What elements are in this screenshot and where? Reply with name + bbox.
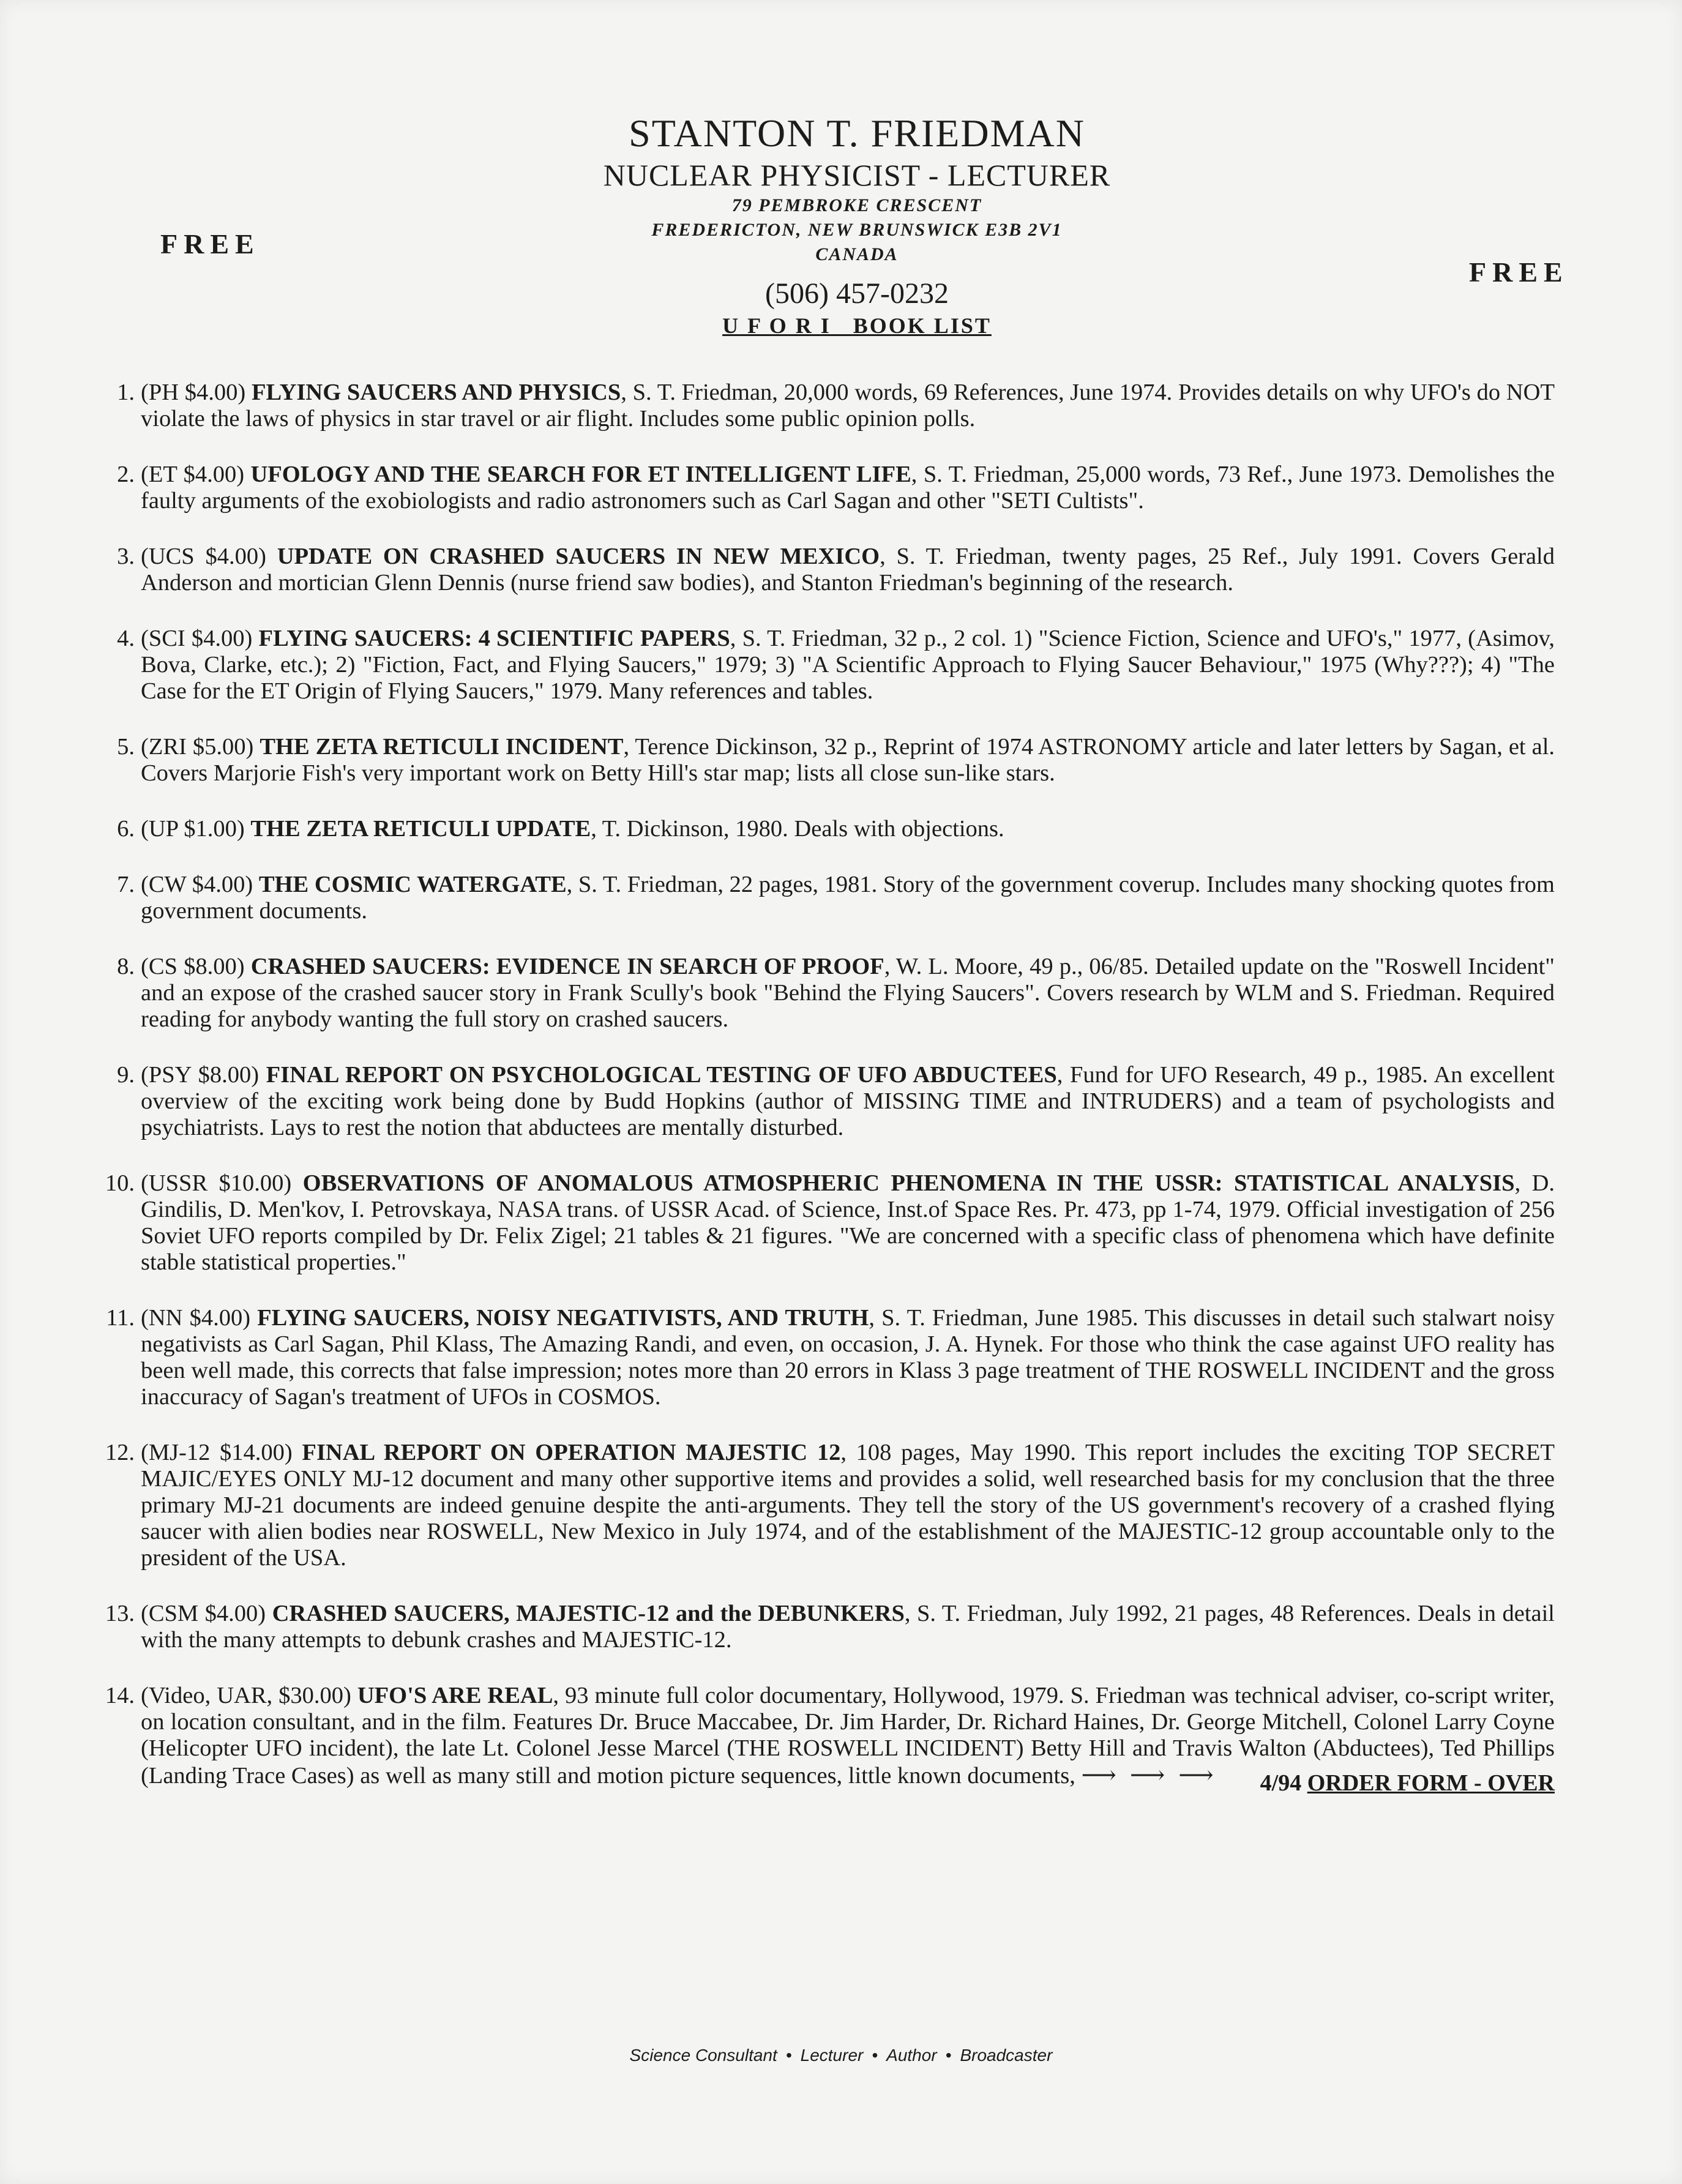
item-price-code: (Video, UAR, $30.00) [141,1683,351,1708]
item-description: , S. T. Friedman, 32 p., 2 col. 1) "Science Fiction, Science and UFO's," 1977, (Asimov, Bova, Clarke, etc.); 2) "Fiction, Fact, and Flying Saucers," 1979; 3) "A Scientific Approach to Flying Saucer Behaviour," 1975 (Why???); 4) "The Case for the ET Origin of Flying Saucers," 1979. Many references and tables. [141,626,1555,704]
list-item [86,734,1555,787]
item-number: 1. [117,380,135,405]
address-line-1: 79 PEMBROKE CRESCENT [731,195,982,215]
free-label-right: FREE [1469,256,1569,288]
item-number: 11. [106,1305,135,1331]
footer-role: Lecturer [800,2046,864,2065]
item-price-code: (UP $1.00) [141,816,245,842]
item-title: FINAL REPORT ON OPERATION MAJESTIC 12 [302,1440,841,1465]
item-price-code: (MJ-12 $14.00) [141,1440,293,1465]
item-description: , W. L. Moore, 49 p., 06/85. Detailed update on the "Roswell Incident" and an expose of the crashed saucer story in Frank Scully's book "Behind the Flying Saucers". Covers research by WLM and S. Friedman. Required reading for anybody wanting the full story on crashed saucers. [141,954,1555,1032]
book-list [86,380,1555,1821]
author-name: STANTON T. FRIEDMAN [629,111,1085,155]
item-title: FLYING SAUCERS AND PHYSICS [251,380,621,405]
arrow-right-icon: ⟶ ⟶ ⟶ [1081,1761,1217,1789]
order-form-note [1260,1770,1555,1797]
item-description: , S. T. Friedman, June 1985. This discusses in detail such stalwart noisy negativists as Carl Sagan, Phil Klass, The Amazing Randi, and even, on occasion, J. A. Hynek. For those who think the case against UFO reality has been well made, this corrects that false impression; notes more than 20 errors in Klass 3 page treatment of THE ROSWELL INCIDENT and the gross inaccuracy of Sagan's treatment of UFOs in COSMOS. [141,1305,1555,1410]
item-price-code: (CS $8.00) [141,954,245,979]
item-number: 9. [117,1062,135,1088]
bullet-separator: • [785,2046,792,2065]
order-form-link: ORDER FORM - OVER [1307,1770,1555,1796]
item-title: UFO'S ARE REAL [357,1683,553,1708]
item-title: THE COSMIC WATERGATE [258,872,567,897]
footer-tagline [0,2046,1682,2065]
item-price-code: (CSM $4.00) [141,1601,266,1626]
item-number: 4. [117,626,135,651]
item-price-code: (PSY $8.00) [141,1062,260,1088]
list-item [86,544,1555,596]
list-item [86,1305,1555,1410]
item-description: , Fund for UFO Research, 49 p., 1985. An excellent overview of the exciting work being done by Budd Hopkins (author of MISSING TIME and INTRUDERS) and a team of psychologists and psychiatrists. Lays to rest the notion that abductees are mentally disturbed. [141,1062,1555,1140]
item-price-code: (ET $4.00) [141,462,245,487]
item-number: 14. [105,1683,135,1708]
letterhead [428,110,1285,339]
item-title: FLYING SAUCERS: 4 SCIENTIFIC PAPERS [258,626,730,651]
list-item [86,626,1555,705]
list-item [86,1062,1555,1141]
footer-role: Broadcaster [960,2046,1053,2065]
item-description: , 108 pages, May 1990. This report includes the exciting TOP SECRET MAJIC/EYES ONLY MJ-12 document and many other supportive items and provides a solid, well researched basis for my conclusion that the three primary MJ-21 documents are indeed genuine despite the anti-arguments. They tell the story of the US government's recovery of a crashed flying saucer with alien bodies near ROSWELL, New Mexico in July 1974, and of the establishment of the MAJESTIC-12 group accountable only to the president of the USA. [141,1440,1555,1571]
item-number: 3. [117,544,135,569]
author-title: NUCLEAR PHYSICIST - LECTURER [603,158,1111,192]
bullet-separator: • [945,2046,952,2065]
list-item [86,872,1555,924]
list-item [86,380,1555,432]
footer-role: Science Consultant [629,2046,777,2065]
issue-date: 4/94 [1260,1770,1302,1796]
item-description: , S. T. Friedman, 25,000 words, 73 Ref., June 1973. Demolishes the faulty arguments of the exobiologists and radio astronomers such as Carl Sagan and other "SETI Cultists". [141,462,1555,514]
item-title: OBSERVATIONS OF ANOMALOUS ATMOSPHERIC PHENOMENA IN THE USSR: STATISTICAL ANALYSIS [302,1170,1515,1196]
item-price-code: (ZRI $5.00) [141,734,254,760]
item-description: , S. T. Friedman, 22 pages, 1981. Story of the government coverup. Includes many shocking quotes from government documents. [141,872,1555,924]
book-list-title: U F O R I BOOK LIST [722,313,992,338]
item-number: 2. [117,462,135,487]
bullet-separator: • [872,2046,878,2065]
item-description: , T. Dickinson, 1980. Deals with objections. [591,816,1004,842]
item-number: 10. [105,1170,135,1196]
item-title: FLYING SAUCERS, NOISY NEGATIVISTS, AND TRUTH [257,1305,869,1331]
item-number: 5. [117,734,135,760]
list-item [86,954,1555,1033]
item-description: , Terence Dickinson, 32 p., Reprint of 1974 ASTRONOMY article and later letters by Sagan, et al. Covers Marjorie Fish's very important work on Betty Hill's star map; lists all close sun-like stars. [141,734,1555,786]
item-title: UFOLOGY AND THE SEARCH FOR ET INTELLIGENT LIFE [250,462,911,487]
item-number: 13. [105,1601,135,1626]
item-price-code: (USSR $10.00) [141,1170,292,1196]
item-description: , S. T. Friedman, twenty pages, 25 Ref., July 1991. Covers Gerald Anderson and mortician Glenn Dennis (nurse friend saw bodies), and Stanton Friedman's beginning of the research. [141,544,1555,596]
item-description: , D. Gindilis, D. Men'kov, I. Petrovskaya, NASA trans. of USSR Acad. of Science, Inst.of Space Res. Pr. 473, pp 1-74, 1979. Official investigation of 256 Soviet UFO reports compiled by Dr. Felix Zigel; 21 tables & 21 figures. "We are concerned with a specific class of phenomena which have definite stable statistical properties." [141,1170,1555,1275]
item-price-code: (CW $4.00) [141,872,253,897]
address-line-2: FREDERICTON, NEW BRUNSWICK E3B 2V1 [651,220,1063,240]
item-description: , 93 minute full color documentary, Hollywood, 1979. S. Friedman was technical adviser, co-script writer, on location consultant, and in the film. Features Dr. Bruce Maccabee, Dr. Jim Harder, Dr. Richard Haines, Dr. George Mitchell, Colonel Larry Coyne (Helicopter UFO incident), the late Lt. Colonel Jesse Marcel (THE ROSWELL INCIDENT) Betty Hill and Travis Walton (Abductees), Ted Phillips (Landing Trace Cases) as well as many still and motion picture sequences, little known documents, [141,1683,1555,1789]
address-line-3: CANADA [815,244,899,264]
footer-role: Author [886,2046,937,2065]
list-item [86,1440,1555,1571]
item-description: , S. T. Friedman, July 1992, 21 pages, 48 References. Deals in detail with the many attempts to debunk crashes and MAJESTIC-12. [141,1601,1555,1653]
item-title: THE ZETA RETICULI UPDATE [250,816,591,842]
item-number: 7. [117,872,135,897]
list-item [86,1683,1555,1796]
item-title: CRASHED SAUCERS, MAJESTIC-12 and the DEBUNKERS [272,1601,905,1626]
item-title: UPDATE ON CRASHED SAUCERS IN NEW MEXICO [277,544,880,569]
item-number: 8. [117,954,135,979]
phone-number: (506) 457-0232 [765,277,949,310]
item-title: THE ZETA RETICULI INCIDENT [260,734,624,760]
item-price-code: (UCS $4.00) [141,544,266,569]
item-title: CRASHED SAUCERS: EVIDENCE IN SEARCH OF PROOF [250,954,884,979]
item-description: , S. T. Friedman, 20,000 words, 69 References, June 1974. Provides details on why UFO's do NOT violate the laws of physics in star travel or air flight. Includes some public opinion polls. [141,380,1555,432]
item-number: 12. [105,1440,135,1465]
free-label-left: FREE [160,228,260,260]
item-price-code: (NN $4.00) [141,1305,251,1331]
list-item [86,462,1555,514]
item-price-code: (PH $4.00) [141,380,246,405]
list-item [86,816,1555,842]
item-number: 6. [117,816,135,842]
item-price-code: (SCI $4.00) [141,626,253,651]
item-title: FINAL REPORT ON PSYCHOLOGICAL TESTING OF UFO ABDUCTEES [266,1062,1057,1088]
list-item [86,1601,1555,1653]
list-item [86,1170,1555,1276]
